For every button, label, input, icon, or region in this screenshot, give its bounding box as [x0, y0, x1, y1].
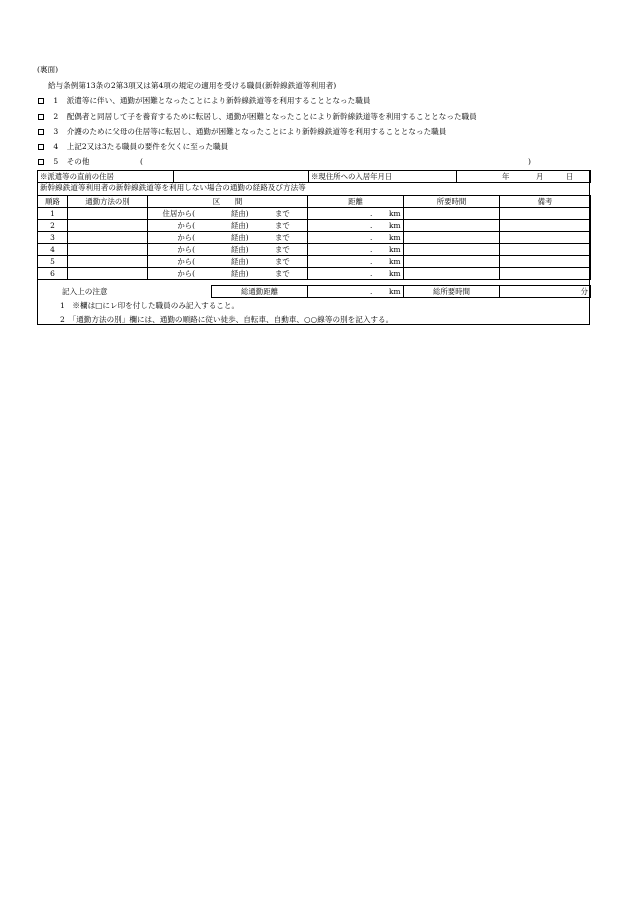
via-label: 経由) [231, 221, 249, 230]
decimal-point: . [370, 287, 373, 296]
section-field[interactable] [148, 208, 308, 220]
option-3-checkbox[interactable] [38, 129, 44, 135]
from-label: から( [177, 257, 195, 266]
remarks-field[interactable] [500, 268, 591, 280]
route-title: 新幹線鉄道等利用者の新幹線鉄道等を利用しない場合の通勤の経路及び方法等 [40, 183, 306, 192]
col-order: 順路 [38, 196, 68, 208]
totals-table [211, 285, 591, 298]
option-1 [38, 97, 370, 105]
decimal-point: . [370, 269, 373, 278]
minutes-unit: 分 [580, 286, 588, 296]
notes-label: 記入上の注意 [62, 287, 108, 296]
move-in-date-label: ※現住所への入居年月日 [309, 171, 457, 183]
day-label: 日 [566, 172, 574, 181]
method-field[interactable] [68, 244, 148, 256]
remarks-field[interactable] [500, 208, 591, 220]
time-field[interactable] [404, 268, 500, 280]
distance-field[interactable] [308, 232, 404, 244]
section-field[interactable] [148, 256, 308, 268]
distance-field[interactable] [308, 220, 404, 232]
km-unit: km [389, 209, 401, 218]
section-field[interactable] [148, 232, 308, 244]
from-label: から( [177, 221, 195, 230]
page-side-label: (裏面) [37, 65, 59, 74]
month-label: 月 [536, 172, 544, 181]
km-unit: km [389, 233, 401, 242]
option-number: 3 [53, 127, 59, 136]
other-open-paren: ( [140, 157, 143, 166]
table-row [38, 244, 591, 256]
row-number: 3 [38, 232, 68, 244]
distance-field[interactable] [308, 268, 404, 280]
via-label: 経由) [231, 209, 249, 218]
option-4-checkbox[interactable] [38, 144, 44, 150]
remarks-field[interactable] [500, 244, 591, 256]
to-label: まで [275, 209, 290, 218]
decimal-point: . [370, 221, 373, 230]
option-number: 5 [53, 157, 59, 166]
option-number: 4 [53, 142, 59, 151]
to-label: まで [275, 269, 290, 278]
option-text: 配偶者と同居して子を養育するために転居し、通勤が困難となったことにより新幹線鉄道等を利用することとなった職員 [66, 112, 477, 121]
decimal-point: . [370, 209, 373, 218]
km-unit: km [389, 257, 401, 266]
remarks-field[interactable] [500, 232, 591, 244]
time-field[interactable] [404, 256, 500, 268]
km-unit: km [389, 245, 401, 254]
option-5-checkbox[interactable] [38, 159, 44, 165]
option-text: 上記2又は3たる職員の要件を欠くに至った職員 [66, 142, 229, 151]
method-field[interactable] [68, 268, 148, 280]
km-unit: km [389, 269, 401, 278]
from-label: から( [177, 269, 195, 278]
km-unit: km [389, 221, 401, 230]
option-number: 1 [53, 96, 59, 105]
option-number: 2 [53, 112, 59, 121]
remarks-field[interactable] [500, 220, 591, 232]
table-row [38, 256, 591, 268]
route-table-header [38, 196, 591, 208]
decimal-point: . [370, 257, 373, 266]
note-2: 2 「通勤方法の別」欄には、通勤の順路に従い徒歩、自転車、自動車、○○線等の別を記入する。 [60, 315, 394, 324]
col-section: 区 間 [148, 196, 308, 208]
option-2 [38, 113, 477, 121]
table-row [38, 268, 591, 280]
option-1-checkbox[interactable] [38, 98, 44, 104]
to-label: まで [275, 245, 290, 254]
divider [37, 182, 590, 183]
option-2-checkbox[interactable] [38, 114, 44, 120]
other-close-paren: ) [528, 157, 531, 166]
via-label: 経由) [231, 245, 249, 254]
col-method: 通勤方法の別 [68, 196, 148, 208]
remarks-field[interactable] [500, 256, 591, 268]
method-field[interactable] [68, 220, 148, 232]
to-label: まで [275, 221, 290, 230]
via-label: 経由) [231, 233, 249, 242]
time-field[interactable] [404, 220, 500, 232]
option-text: 派遣等に伴い、通勤が困難となったことにより新幹線鉄道等を利用することとなった職員 [66, 96, 371, 105]
section-heading: 給与条例第13条の2第3項又は第4項の規定の適用を受ける職員(新幹線鉄道等利用者) [48, 81, 337, 90]
distance-field[interactable] [308, 256, 404, 268]
prev-residence-field[interactable] [174, 171, 309, 183]
prev-residence-label: ※派遣等の直前の住居 [38, 171, 174, 183]
method-field[interactable] [68, 232, 148, 244]
option-5 [38, 158, 89, 166]
km-unit: km [389, 287, 401, 296]
row-number: 5 [38, 256, 68, 268]
row-number: 1 [38, 208, 68, 220]
distance-field[interactable] [308, 244, 404, 256]
time-field[interactable] [404, 208, 500, 220]
from-label: 住居から( [162, 209, 195, 218]
row-number: 4 [38, 244, 68, 256]
from-label: から( [177, 233, 195, 242]
option-text: 介護のために父母の住居等に転居し、通勤が困難となったことにより新幹線鉄道等を利用することとなった職員 [66, 127, 447, 136]
col-time: 所要時間 [404, 196, 500, 208]
method-field[interactable] [68, 208, 148, 220]
year-label: 年 [502, 172, 510, 181]
option-text: その他 [66, 157, 90, 166]
section-field[interactable] [148, 268, 308, 280]
table-row [38, 232, 591, 244]
option-4 [38, 143, 228, 151]
decimal-point: . [370, 233, 373, 242]
decimal-point: . [370, 245, 373, 254]
col-remarks: 備考 [500, 196, 591, 208]
to-label: まで [275, 257, 290, 266]
row-number: 6 [38, 268, 68, 280]
route-table [37, 195, 591, 280]
table-row [38, 208, 591, 220]
table-row [38, 220, 591, 232]
col-distance: 距離 [308, 196, 404, 208]
move-in-date-field[interactable] [457, 171, 591, 183]
via-label: 経由) [231, 269, 249, 278]
section-field[interactable] [148, 244, 308, 256]
method-field[interactable] [68, 256, 148, 268]
row-number: 2 [38, 220, 68, 232]
note-1: 1 ※欄は□にレ印を付した職員のみ記入すること。 [60, 301, 240, 310]
total-time-field[interactable] [500, 286, 591, 298]
total-distance-field[interactable] [308, 286, 404, 298]
section-field[interactable] [148, 220, 308, 232]
via-label: 経由) [231, 257, 249, 266]
time-field[interactable] [404, 244, 500, 256]
from-label: から( [177, 245, 195, 254]
option-3 [38, 128, 446, 136]
total-distance-label: 総通勤距離 [212, 286, 308, 298]
distance-field[interactable] [308, 208, 404, 220]
to-label: まで [275, 233, 290, 242]
total-time-label: 総所要時間 [404, 286, 500, 298]
time-field[interactable] [404, 232, 500, 244]
